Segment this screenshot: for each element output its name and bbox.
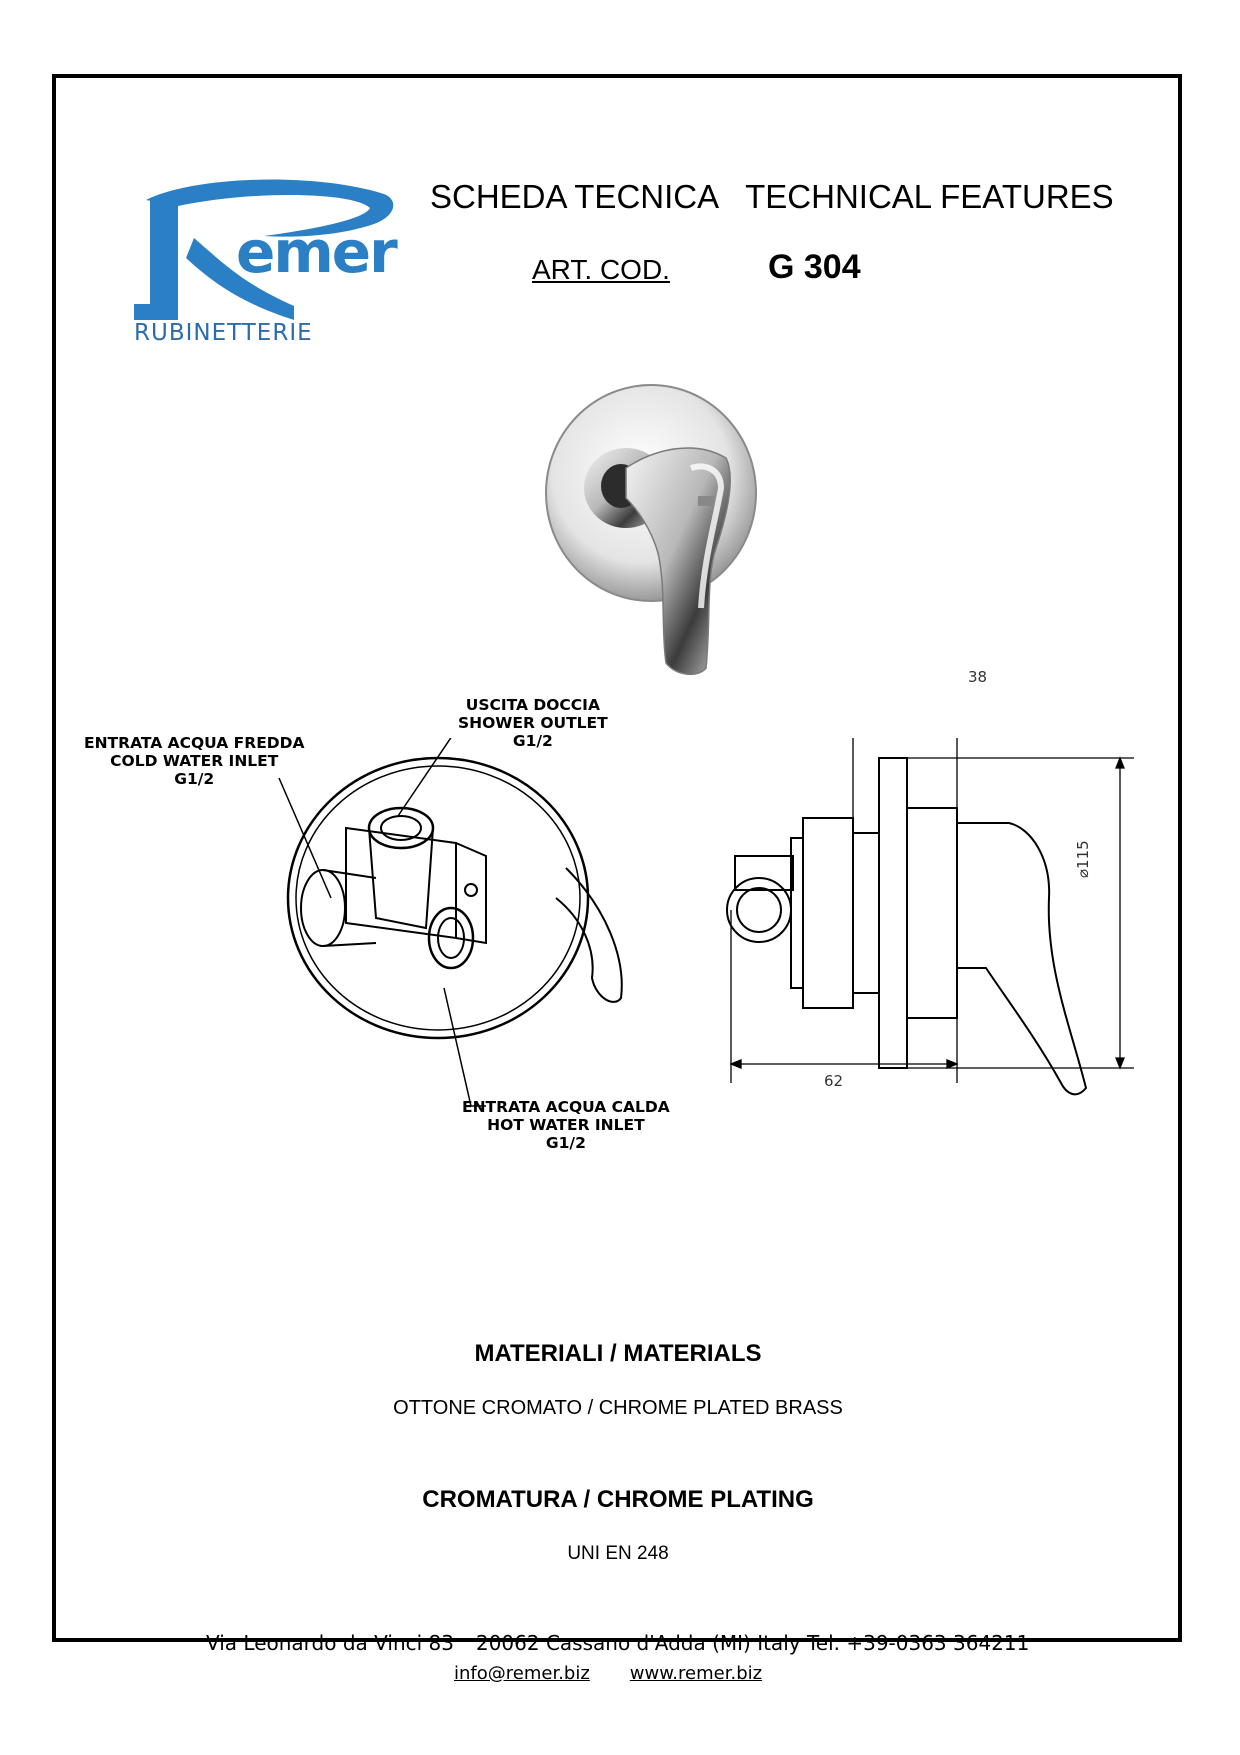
article-code-label: ART. COD. (532, 254, 670, 285)
dimension-diameter: ⌀115 (1074, 840, 1092, 878)
hot-inlet-size: G1/2 (545, 1134, 586, 1152)
cold-inlet-size: G1/2 (174, 770, 215, 788)
remer-logo (134, 174, 406, 354)
hot-inlet-it: ENTRATA ACQUA CALDA (462, 1098, 670, 1116)
shower-outlet-callout (458, 696, 608, 750)
plating-heading: CROMATURA / CHROME PLATING (422, 1486, 814, 1513)
cold-inlet-en: COLD WATER INLET (110, 752, 279, 770)
page-frame (52, 74, 1182, 1684)
page-title (430, 178, 1114, 216)
title-english: TECHNICAL FEATURES (745, 178, 1114, 215)
plating-text: UNI EN 248 (567, 1543, 669, 1564)
logo-brand-text: emer (236, 218, 396, 286)
shower-outlet-en: SHOWER OUTLET (458, 714, 608, 732)
hot-inlet-en: HOT WATER INLET (487, 1116, 645, 1134)
hot-inlet-callout (462, 1098, 670, 1152)
dimension-length: 62 (824, 1072, 844, 1090)
address-city-phone: 20062 Cassano d'Adda (MI) Italy Tel. +39-0363 364211 (475, 1631, 1030, 1655)
logo-subtitle: RUBINETTERIE (134, 320, 313, 346)
cold-inlet-it: ENTRATA ACQUA FREDDA (84, 734, 305, 752)
cold-inlet-callout (84, 734, 305, 788)
product-photo (526, 378, 766, 678)
shower-outlet-size: G1/2 (512, 732, 553, 750)
shower-outlet-it: USCITA DOCCIA (465, 696, 600, 714)
materials-heading: MATERIALI / MATERIALS (474, 1340, 762, 1367)
dimension-depth: 38 (968, 668, 988, 686)
materials-text: OTTONE CROMATO / CHROME PLATED BRASS (393, 1397, 843, 1419)
contact-links (454, 1663, 762, 1684)
address-street: Via Leonardo da Vinci 83 (206, 1631, 454, 1655)
website-link[interactable]: www.remer.biz (629, 1663, 763, 1684)
title-italian: SCHEDA TECNICA (430, 178, 720, 215)
article-code-value: G 304 (768, 248, 861, 286)
email-link[interactable]: info@remer.biz (454, 1663, 590, 1684)
company-address (206, 1631, 1029, 1655)
